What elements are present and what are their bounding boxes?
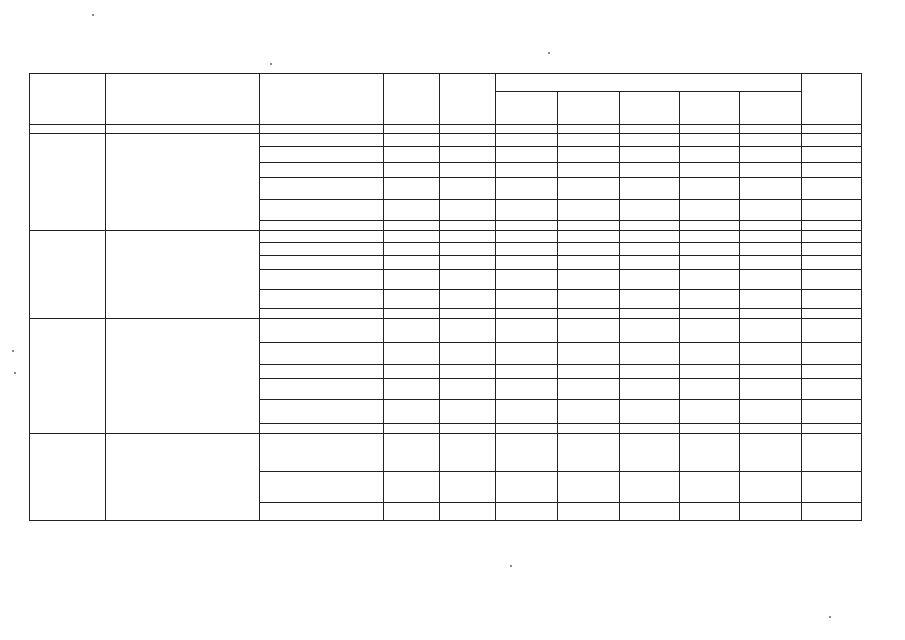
cell-2023 [620, 178, 680, 200]
cell-stage2 [802, 434, 862, 472]
row-name [106, 319, 260, 434]
cell-stage1 [440, 134, 496, 147]
row-source [260, 243, 384, 256]
row-source [260, 503, 384, 521]
cell-2025 [740, 270, 802, 290]
cell-2021 [496, 400, 558, 424]
cell-2025 [740, 503, 802, 521]
header-sources [260, 74, 384, 125]
cell-total [384, 243, 440, 256]
cell-2021 [496, 290, 558, 309]
cell-2023 [620, 472, 680, 503]
cell-stage1 [440, 424, 496, 434]
scan-speck [510, 565, 512, 567]
header-year [740, 92, 802, 125]
cell-2023 [620, 134, 680, 147]
table-row [30, 134, 862, 147]
cell-2023 [620, 200, 680, 221]
row-source [260, 221, 384, 231]
cell-2023 [620, 221, 680, 231]
row-source [260, 256, 384, 270]
cell-2021 [496, 147, 558, 163]
row-source [260, 200, 384, 221]
column-number [558, 125, 620, 134]
cell-total [384, 231, 440, 243]
cell-stage1 [440, 256, 496, 270]
cell-2021 [496, 178, 558, 200]
row-source [260, 365, 384, 379]
cell-2025 [740, 221, 802, 231]
row-status [30, 319, 106, 434]
cell-stage2 [802, 243, 862, 256]
financing-table [29, 73, 862, 521]
cell-2023 [620, 290, 680, 309]
cell-total [384, 290, 440, 309]
header-stage2 [802, 74, 862, 125]
cell-2025 [740, 231, 802, 243]
row-name [106, 434, 260, 521]
cell-stage1 [440, 319, 496, 343]
cell-2023 [620, 379, 680, 400]
cell-stage1 [440, 200, 496, 221]
cell-2024 [680, 134, 740, 147]
cell-2024 [680, 270, 740, 290]
cell-stage2 [802, 319, 862, 343]
cell-stage1 [440, 503, 496, 521]
cell-total [384, 434, 440, 472]
cell-2021 [496, 221, 558, 231]
cell-total [384, 400, 440, 424]
column-number [740, 125, 802, 134]
cell-2024 [680, 243, 740, 256]
cell-stage1 [440, 147, 496, 163]
cell-2025 [740, 379, 802, 400]
cell-2025 [740, 434, 802, 472]
scan-speck [270, 63, 272, 65]
cell-2022 [558, 472, 620, 503]
cell-2021 [496, 503, 558, 521]
cell-2023 [620, 270, 680, 290]
cell-2025 [740, 147, 802, 163]
cell-2025 [740, 163, 802, 178]
table-row [30, 319, 862, 343]
cell-stage2 [802, 200, 862, 221]
cell-2023 [620, 343, 680, 365]
column-number [620, 125, 680, 134]
column-number [260, 125, 384, 134]
cell-stage2 [802, 400, 862, 424]
cell-2025 [740, 343, 802, 365]
cell-stage2 [802, 231, 862, 243]
column-number [384, 125, 440, 134]
cell-2023 [620, 319, 680, 343]
cell-2021 [496, 319, 558, 343]
cell-2023 [620, 256, 680, 270]
cell-2025 [740, 319, 802, 343]
cell-2024 [680, 434, 740, 472]
cell-stage1 [440, 309, 496, 319]
cell-2024 [680, 231, 740, 243]
column-number [440, 125, 496, 134]
cell-stage2 [802, 256, 862, 270]
cell-total [384, 379, 440, 400]
cell-2021 [496, 472, 558, 503]
cell-2025 [740, 290, 802, 309]
cell-2023 [620, 163, 680, 178]
cell-stage2 [802, 270, 862, 290]
cell-stage1 [440, 434, 496, 472]
cell-2024 [680, 365, 740, 379]
cell-stage1 [440, 365, 496, 379]
cell-2023 [620, 243, 680, 256]
cell-stage1 [440, 290, 496, 309]
scan-speck [548, 52, 550, 54]
cell-2021 [496, 365, 558, 379]
cell-2024 [680, 290, 740, 309]
cell-2023 [620, 365, 680, 379]
scan-speck [92, 14, 94, 16]
header-year [496, 92, 558, 125]
cell-total [384, 163, 440, 178]
cell-2024 [680, 256, 740, 270]
cell-2024 [680, 221, 740, 231]
cell-2023 [620, 231, 680, 243]
cell-stage2 [802, 472, 862, 503]
row-status [30, 434, 106, 521]
cell-stage1 [440, 178, 496, 200]
cell-2021 [496, 343, 558, 365]
column-number [30, 125, 106, 134]
row-source [260, 379, 384, 400]
cell-2022 [558, 178, 620, 200]
cell-2024 [680, 343, 740, 365]
row-source [260, 472, 384, 503]
cell-2024 [680, 200, 740, 221]
cell-2022 [558, 163, 620, 178]
row-source [260, 270, 384, 290]
cell-total [384, 178, 440, 200]
cell-total [384, 365, 440, 379]
cell-2022 [558, 221, 620, 231]
cell-stage1 [440, 221, 496, 231]
cell-stage2 [802, 365, 862, 379]
cell-2024 [680, 163, 740, 178]
cell-total [384, 343, 440, 365]
row-source [260, 424, 384, 434]
cell-stage1 [440, 231, 496, 243]
cell-2022 [558, 309, 620, 319]
cell-2022 [558, 243, 620, 256]
cell-stage2 [802, 221, 862, 231]
cell-2021 [496, 200, 558, 221]
cell-2022 [558, 256, 620, 270]
scan-speck [12, 350, 14, 352]
row-name [106, 231, 260, 319]
header-year [620, 92, 680, 125]
cell-stage1 [440, 400, 496, 424]
cell-2022 [558, 270, 620, 290]
cell-2025 [740, 178, 802, 200]
cell-2021 [496, 134, 558, 147]
cell-2023 [620, 434, 680, 472]
cell-2023 [620, 147, 680, 163]
cell-stage2 [802, 178, 862, 200]
column-number [680, 125, 740, 134]
row-source [260, 343, 384, 365]
cell-stage1 [440, 163, 496, 178]
table-row [30, 231, 862, 243]
header-year [680, 92, 740, 125]
cell-total [384, 200, 440, 221]
cell-2024 [680, 178, 740, 200]
cell-stage1 [440, 243, 496, 256]
cell-total [384, 319, 440, 343]
cell-total [384, 134, 440, 147]
row-source [260, 147, 384, 163]
scan-speck [829, 616, 831, 618]
table-row [30, 434, 862, 472]
cell-2021 [496, 434, 558, 472]
cell-stage1 [440, 343, 496, 365]
cell-2021 [496, 309, 558, 319]
cell-2025 [740, 200, 802, 221]
cell-2022 [558, 200, 620, 221]
row-status [30, 134, 106, 231]
cell-2025 [740, 256, 802, 270]
header-name [106, 74, 260, 125]
cell-stage2 [802, 163, 862, 178]
cell-total [384, 270, 440, 290]
cell-total [384, 424, 440, 434]
cell-stage2 [802, 379, 862, 400]
header-total [384, 74, 440, 125]
cell-2022 [558, 503, 620, 521]
cell-2025 [740, 400, 802, 424]
column-number [106, 125, 260, 134]
cell-2023 [620, 309, 680, 319]
header-status [30, 74, 106, 125]
row-source [260, 309, 384, 319]
cell-stage2 [802, 503, 862, 521]
cell-2023 [620, 400, 680, 424]
cell-2024 [680, 147, 740, 163]
cell-2022 [558, 343, 620, 365]
cell-stage1 [440, 379, 496, 400]
cell-2024 [680, 400, 740, 424]
cell-2025 [740, 309, 802, 319]
cell-2023 [620, 424, 680, 434]
header-stage1 [440, 74, 496, 125]
cell-2021 [496, 231, 558, 243]
header-estimates [496, 74, 802, 92]
cell-stage1 [440, 270, 496, 290]
cell-2022 [558, 379, 620, 400]
cell-2025 [740, 243, 802, 256]
cell-2022 [558, 424, 620, 434]
row-status [30, 231, 106, 319]
cell-2022 [558, 147, 620, 163]
row-source [260, 134, 384, 147]
cell-2023 [620, 503, 680, 521]
cell-total [384, 221, 440, 231]
cell-2022 [558, 434, 620, 472]
row-source [260, 400, 384, 424]
cell-2024 [680, 424, 740, 434]
cell-2022 [558, 134, 620, 147]
cell-stage1 [440, 472, 496, 503]
cell-total [384, 309, 440, 319]
cell-total [384, 472, 440, 503]
cell-2021 [496, 243, 558, 256]
scan-speck [14, 372, 16, 374]
column-number [802, 125, 862, 134]
row-source [260, 434, 384, 472]
cell-stage2 [802, 134, 862, 147]
cell-total [384, 147, 440, 163]
row-source [260, 163, 384, 178]
cell-2024 [680, 309, 740, 319]
header-year [558, 92, 620, 125]
cell-2022 [558, 400, 620, 424]
cell-2021 [496, 270, 558, 290]
cell-2025 [740, 424, 802, 434]
cell-2022 [558, 231, 620, 243]
row-source [260, 290, 384, 309]
cell-2025 [740, 365, 802, 379]
cell-2024 [680, 319, 740, 343]
cell-total [384, 503, 440, 521]
cell-2021 [496, 163, 558, 178]
row-source [260, 178, 384, 200]
cell-2024 [680, 472, 740, 503]
cell-2025 [740, 472, 802, 503]
cell-2022 [558, 319, 620, 343]
cell-2022 [558, 290, 620, 309]
cell-stage2 [802, 343, 862, 365]
cell-stage2 [802, 290, 862, 309]
cell-2024 [680, 503, 740, 521]
row-name [106, 134, 260, 231]
column-number [496, 125, 558, 134]
cell-2021 [496, 424, 558, 434]
cell-stage2 [802, 309, 862, 319]
cell-2024 [680, 379, 740, 400]
row-source [260, 231, 384, 243]
cell-stage2 [802, 424, 862, 434]
cell-2021 [496, 379, 558, 400]
cell-total [384, 256, 440, 270]
cell-2021 [496, 256, 558, 270]
cell-2025 [740, 134, 802, 147]
row-source [260, 319, 384, 343]
cell-stage2 [802, 147, 862, 163]
cell-2022 [558, 365, 620, 379]
